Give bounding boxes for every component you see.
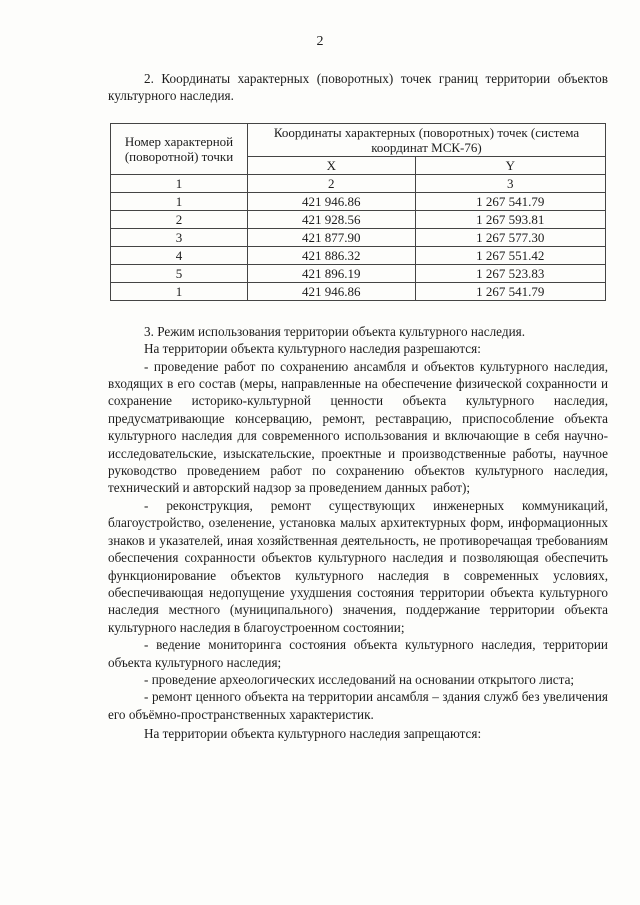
table-cell: 5 — [111, 264, 248, 282]
table-cell: 1 — [111, 282, 248, 300]
table-cell: 421 896.19 — [248, 264, 416, 282]
table-cell: 3 — [111, 228, 248, 246]
permitted-item-4: - проведение археологических исследований на основании открытого листа; — [144, 671, 575, 687]
table-cell: 421 946.86 — [248, 282, 416, 300]
prohibited-intro: На территории объекта культурного наследия запрещаются: — [144, 726, 482, 742]
table-cell: 1 — [111, 174, 248, 192]
table-index-row — [111, 174, 606, 192]
page-number: 2 — [316, 34, 324, 49]
table-cell: 4 — [111, 246, 248, 264]
table-row — [111, 192, 606, 210]
table-row — [111, 210, 606, 228]
table-cell: 1 267 593.81 — [415, 210, 605, 228]
permitted-item-1: - проведение работ по сохранению ансамбля и объектов культурного наследия, входящих в его состав (меры, направленные на обеспечение физической сохранности и сохранение историко-культурной ценности объекта культурного наследия, предусматривающие консервацию, ремонт, реставрацию, приспособление объекта культурного наследия для современного использования и включающие в себя научно-исследовательские, изыскательские, проектные и производственные работы, научное руководство проведением работ по сохранению объектов культурного наследия, технический и авторский надзор за проведением данных работ); — [108, 358, 608, 496]
table-header-row — [111, 123, 606, 156]
table-row — [111, 264, 606, 282]
table-cell: 1 267 523.83 — [415, 264, 605, 282]
table-cell: 1 267 551.42 — [415, 246, 605, 264]
table-row — [111, 282, 606, 300]
table-cell: 1 267 541.79 — [415, 192, 605, 210]
permitted-intro: На территории объекта культурного наследия разрешаются: — [144, 341, 481, 357]
table-cell: 1 267 541.79 — [415, 282, 605, 300]
section3-heading: 3. Режим использования территории объекта культурного наследия. — [144, 323, 525, 339]
table-cell: 1 — [111, 192, 248, 210]
table-cell: 2 — [248, 174, 416, 192]
coordinates-table — [110, 123, 606, 301]
table-cell: 421 886.32 — [248, 246, 416, 264]
permitted-item-3: - ведение мониторинга состояния объекта культурного наследия, территории объекта культурного наследия; — [108, 637, 608, 670]
section2-heading: 2. Координаты характерных (поворотных) точек границ территории объектов культурного наследия. — [108, 71, 608, 104]
header-x: X — [248, 156, 416, 174]
table-row — [111, 246, 606, 264]
header-point-number: Номер характерной (поворотной) точки — [111, 123, 248, 174]
table-row — [111, 228, 606, 246]
table-cell: 421 946.86 — [248, 192, 416, 210]
table-cell: 3 — [415, 174, 605, 192]
table-cell: 421 928.56 — [248, 210, 416, 228]
permitted-item-2: - реконструкция, ремонт существующих инженерных коммуникаций, благоустройство, озеленение, установка малых архитектурных форм, информационных знаков и указателей, иная хозяйственная деятельность, не противоречащая требованиям обеспечения сохранности объектов культурного наследия и позволяющая обеспечить функционирование объектов культурного наследия в современных условиях, обеспечивающая недопущение ухудшения состояния территории объекта культурного наследия местного (муниципального) значения, поддержание территории объекта культурного наследия в благоустроенном состоянии; — [108, 497, 608, 635]
header-coordinates: Координаты характерных (поворотных) точек (система координат МСК-76) — [248, 123, 606, 156]
document-body — [108, 70, 608, 743]
permitted-item-5: - ремонт ценного объекта на территории ансамбля – здания служб без увеличения его объёмно-пространственных характеристик. — [108, 689, 608, 722]
header-y: Y — [415, 156, 605, 174]
table-cell: 1 267 577.30 — [415, 228, 605, 246]
table-cell: 2 — [111, 210, 248, 228]
table-cell: 421 877.90 — [248, 228, 416, 246]
